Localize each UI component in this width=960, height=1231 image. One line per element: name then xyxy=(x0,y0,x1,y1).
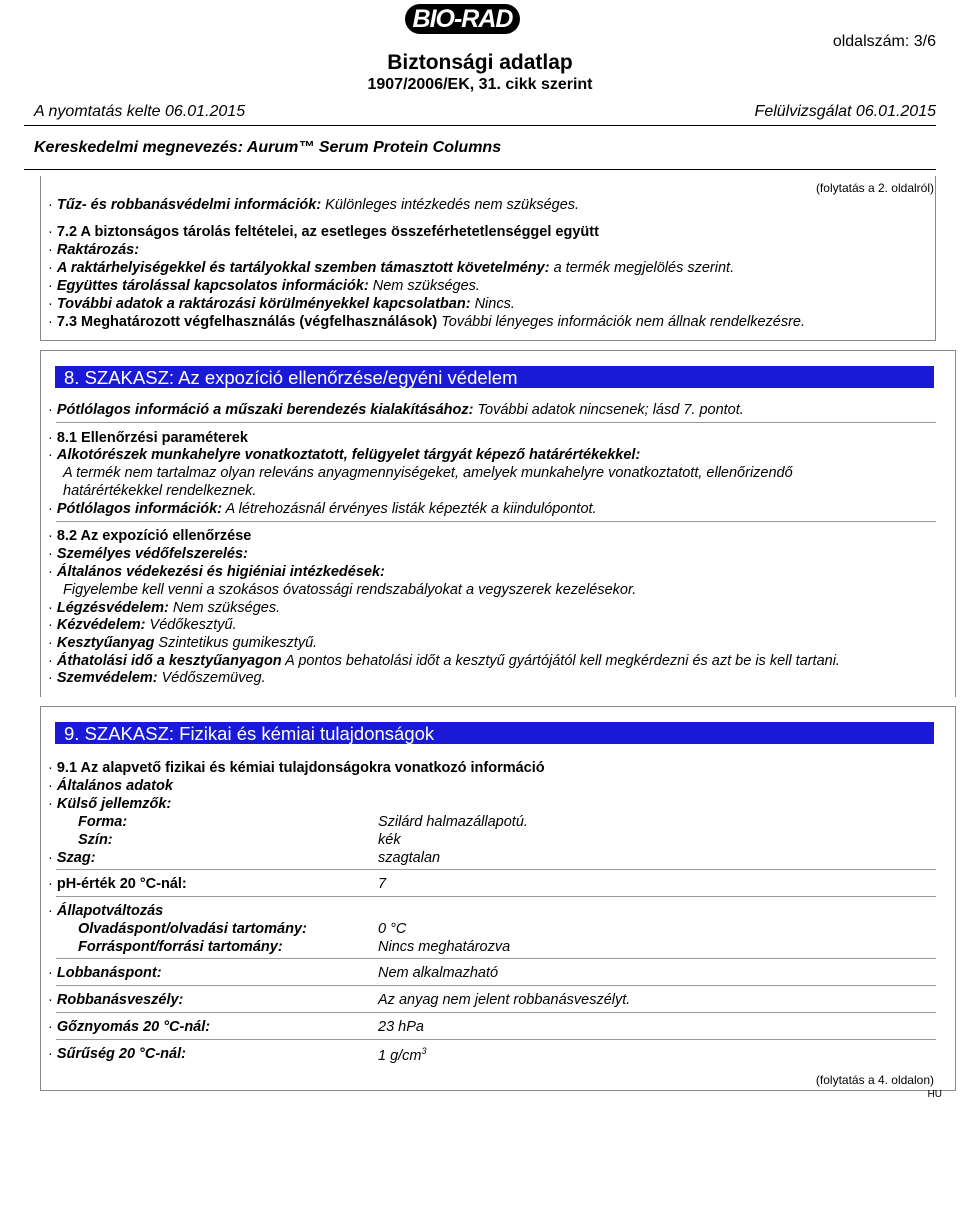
explosion-value: Az anyag nem jelent robbanásveszélyt. xyxy=(378,992,631,1008)
s82-heading: · 8.2 Az expozíció ellenőrzése xyxy=(48,528,252,544)
components-text-1: A termék nem tartalmaz olyan releváns anyagmennyiségeket, amelyek munkahelyre vonatkoztatott, ellenőrizendő xyxy=(63,465,793,481)
hygiene-text: Figyelembe kell venni a szokásos óvatossági rendszabályokat a vegyszerek kezelésekor. xyxy=(63,582,637,598)
joint-storage: · Együttes tárolással kapcsolatos információk: Nem szükséges. xyxy=(48,278,480,294)
separator xyxy=(56,422,936,423)
hygiene-heading: · Általános védekezési és higiéniai intézkedések: xyxy=(48,564,385,580)
respiratory-protection: · Légzésvédelem: Nem szükséges. xyxy=(48,600,281,616)
ppe-heading: · Személyes védőfelszerelés: xyxy=(48,546,248,562)
extra-info: · Pótlólagos információk: A létrehozásnál érvényes listák képezték a kiindulópontot. xyxy=(48,501,597,517)
separator xyxy=(56,958,936,959)
header-rule-2 xyxy=(24,169,936,170)
continued-from: (folytatás a 2. oldalról) xyxy=(815,181,934,195)
separator xyxy=(56,521,936,522)
section-9-frame-top xyxy=(40,706,956,707)
melting-value: 0 °C xyxy=(378,921,407,937)
document-title: Biztonsági adatlap xyxy=(387,51,573,74)
ph-label: · pH-érték 20 °C-nál: xyxy=(48,876,187,892)
form-value: Szilárd halmazállapotú. xyxy=(378,814,528,830)
separator xyxy=(56,1012,936,1013)
odor-value: szagtalan xyxy=(378,850,441,866)
storage-requirement: · A raktárhelyiségekkel és tartályokkal szemben támasztott követelmény: a termék megjelölés szerint. xyxy=(48,260,735,276)
separator xyxy=(56,1039,936,1040)
language-code: HU xyxy=(927,1089,942,1100)
components-heading: · Alkotórészek munkahelyre vonatkoztatott, felügyelet tárgyát képező határértékekkel: xyxy=(48,447,641,463)
s91-heading: · 9.1 Az alapvető fizikai és kémiai tulajdonságokra vonatkozó információ xyxy=(48,760,545,776)
boiling-value: Nincs meghatározva xyxy=(378,939,511,955)
vapor-pressure-value: 23 hPa xyxy=(378,1019,424,1035)
additional-tech-info: · Pótlólagos információ a műszaki berendezés kialakításához: További adatok nincsenek; lásd 7. pontot. xyxy=(48,402,744,418)
section-8-frame-left xyxy=(40,350,41,697)
bio-rad-logo: BIO-RAD xyxy=(405,4,520,34)
density-value: 1 $g/cm^3$ xyxy=(378,1046,427,1064)
storage-heading: · Raktározás: xyxy=(48,242,140,258)
melting-label: Olvadáspont/olvadási tartomány: xyxy=(78,921,307,937)
header-rule xyxy=(24,125,936,126)
further-storage: · További adatok a raktározási körülményekkel kapcsolatban: Nincs. xyxy=(48,296,515,312)
footer-rule xyxy=(40,1090,956,1091)
penetration-time: · Áthatolási idő a kesztyűanyagon A pontos behatolási időt a kesztyű gyártójától kell megkérdezni és azt be is kell tartani. xyxy=(48,653,840,669)
separator xyxy=(56,869,936,870)
form-label: Forma: xyxy=(78,814,128,830)
state-change-heading: · Állapotváltozás xyxy=(48,903,164,919)
flash-point-value: Nem alkalmazható xyxy=(378,965,499,981)
flash-point-label: · Lobbanáspont: xyxy=(48,965,162,981)
section-8-frame-right xyxy=(955,350,956,697)
page-number: oldalszám: 3/6 xyxy=(832,33,936,50)
odor-label: · Szag: xyxy=(48,850,96,866)
section-8-frame-top xyxy=(40,350,956,351)
hand-protection: · Kézvédelem: Védőkesztyű. xyxy=(48,617,237,633)
document-subtitle: 1907/2006/EK, 31. cikk szerint xyxy=(367,76,593,93)
section-9-frame-right xyxy=(955,706,956,1091)
print-date: A nyomtatás kelte 06.01.2015 xyxy=(34,103,246,120)
boiling-label: Forráspont/forrási tartomány: xyxy=(78,939,283,955)
vapor-pressure-label: · Gőznyomás 20 °C-nál: xyxy=(48,1019,211,1035)
color-label: Szín: xyxy=(78,832,113,848)
trade-name: Kereskedelmi megnevezés: Aurum™ Serum Protein Columns xyxy=(34,139,502,156)
components-text-2: határértékekkel rendelkeznek. xyxy=(63,483,257,499)
section-8-heading: 8. SZAKASZ: Az expozíció ellenőrzése/egyéni védelem xyxy=(55,366,934,388)
section-9-heading: 9. SZAKASZ: Fizikai és kémiai tulajdonságok xyxy=(55,722,934,744)
revision-date: Felülvizsgálat 06.01.2015 xyxy=(754,103,936,120)
appearance-heading: · Külső jellemzők: xyxy=(48,796,172,812)
continued-to: (folytatás a 4. oldalon) xyxy=(815,1073,934,1087)
s73: · 7.3 Meghatározott végfelhasználás (végfelhasználások) További lényeges információk nem állnak rendelkezésre. xyxy=(48,314,806,330)
fire-info: · Tűz- és robbanásvédelmi információk: Különleges intézkedés nem szükséges. xyxy=(48,197,580,213)
section-9-frame-left xyxy=(40,706,41,1091)
s72-heading: · 7.2 A biztonságos tárolás feltételei, az esetleges összeférhetetlenséggel együtt xyxy=(48,224,599,240)
general-data: · Általános adatok xyxy=(48,778,173,794)
glove-material: · Kesztyűanyag Szintetikus gumikesztyű. xyxy=(48,635,318,651)
separator xyxy=(56,985,936,986)
s81-heading: · 8.1 Ellenőrzési paraméterek xyxy=(48,430,248,446)
ph-value: 7 xyxy=(378,876,387,892)
eye-protection: · Szemvédelem: Védőszemüveg. xyxy=(48,670,266,686)
explosion-label: · Robbanásveszély: xyxy=(48,992,184,1008)
density-label: · Sűrűség 20 °C-nál: xyxy=(48,1046,186,1062)
color-value: kék xyxy=(378,832,401,848)
separator xyxy=(56,896,936,897)
